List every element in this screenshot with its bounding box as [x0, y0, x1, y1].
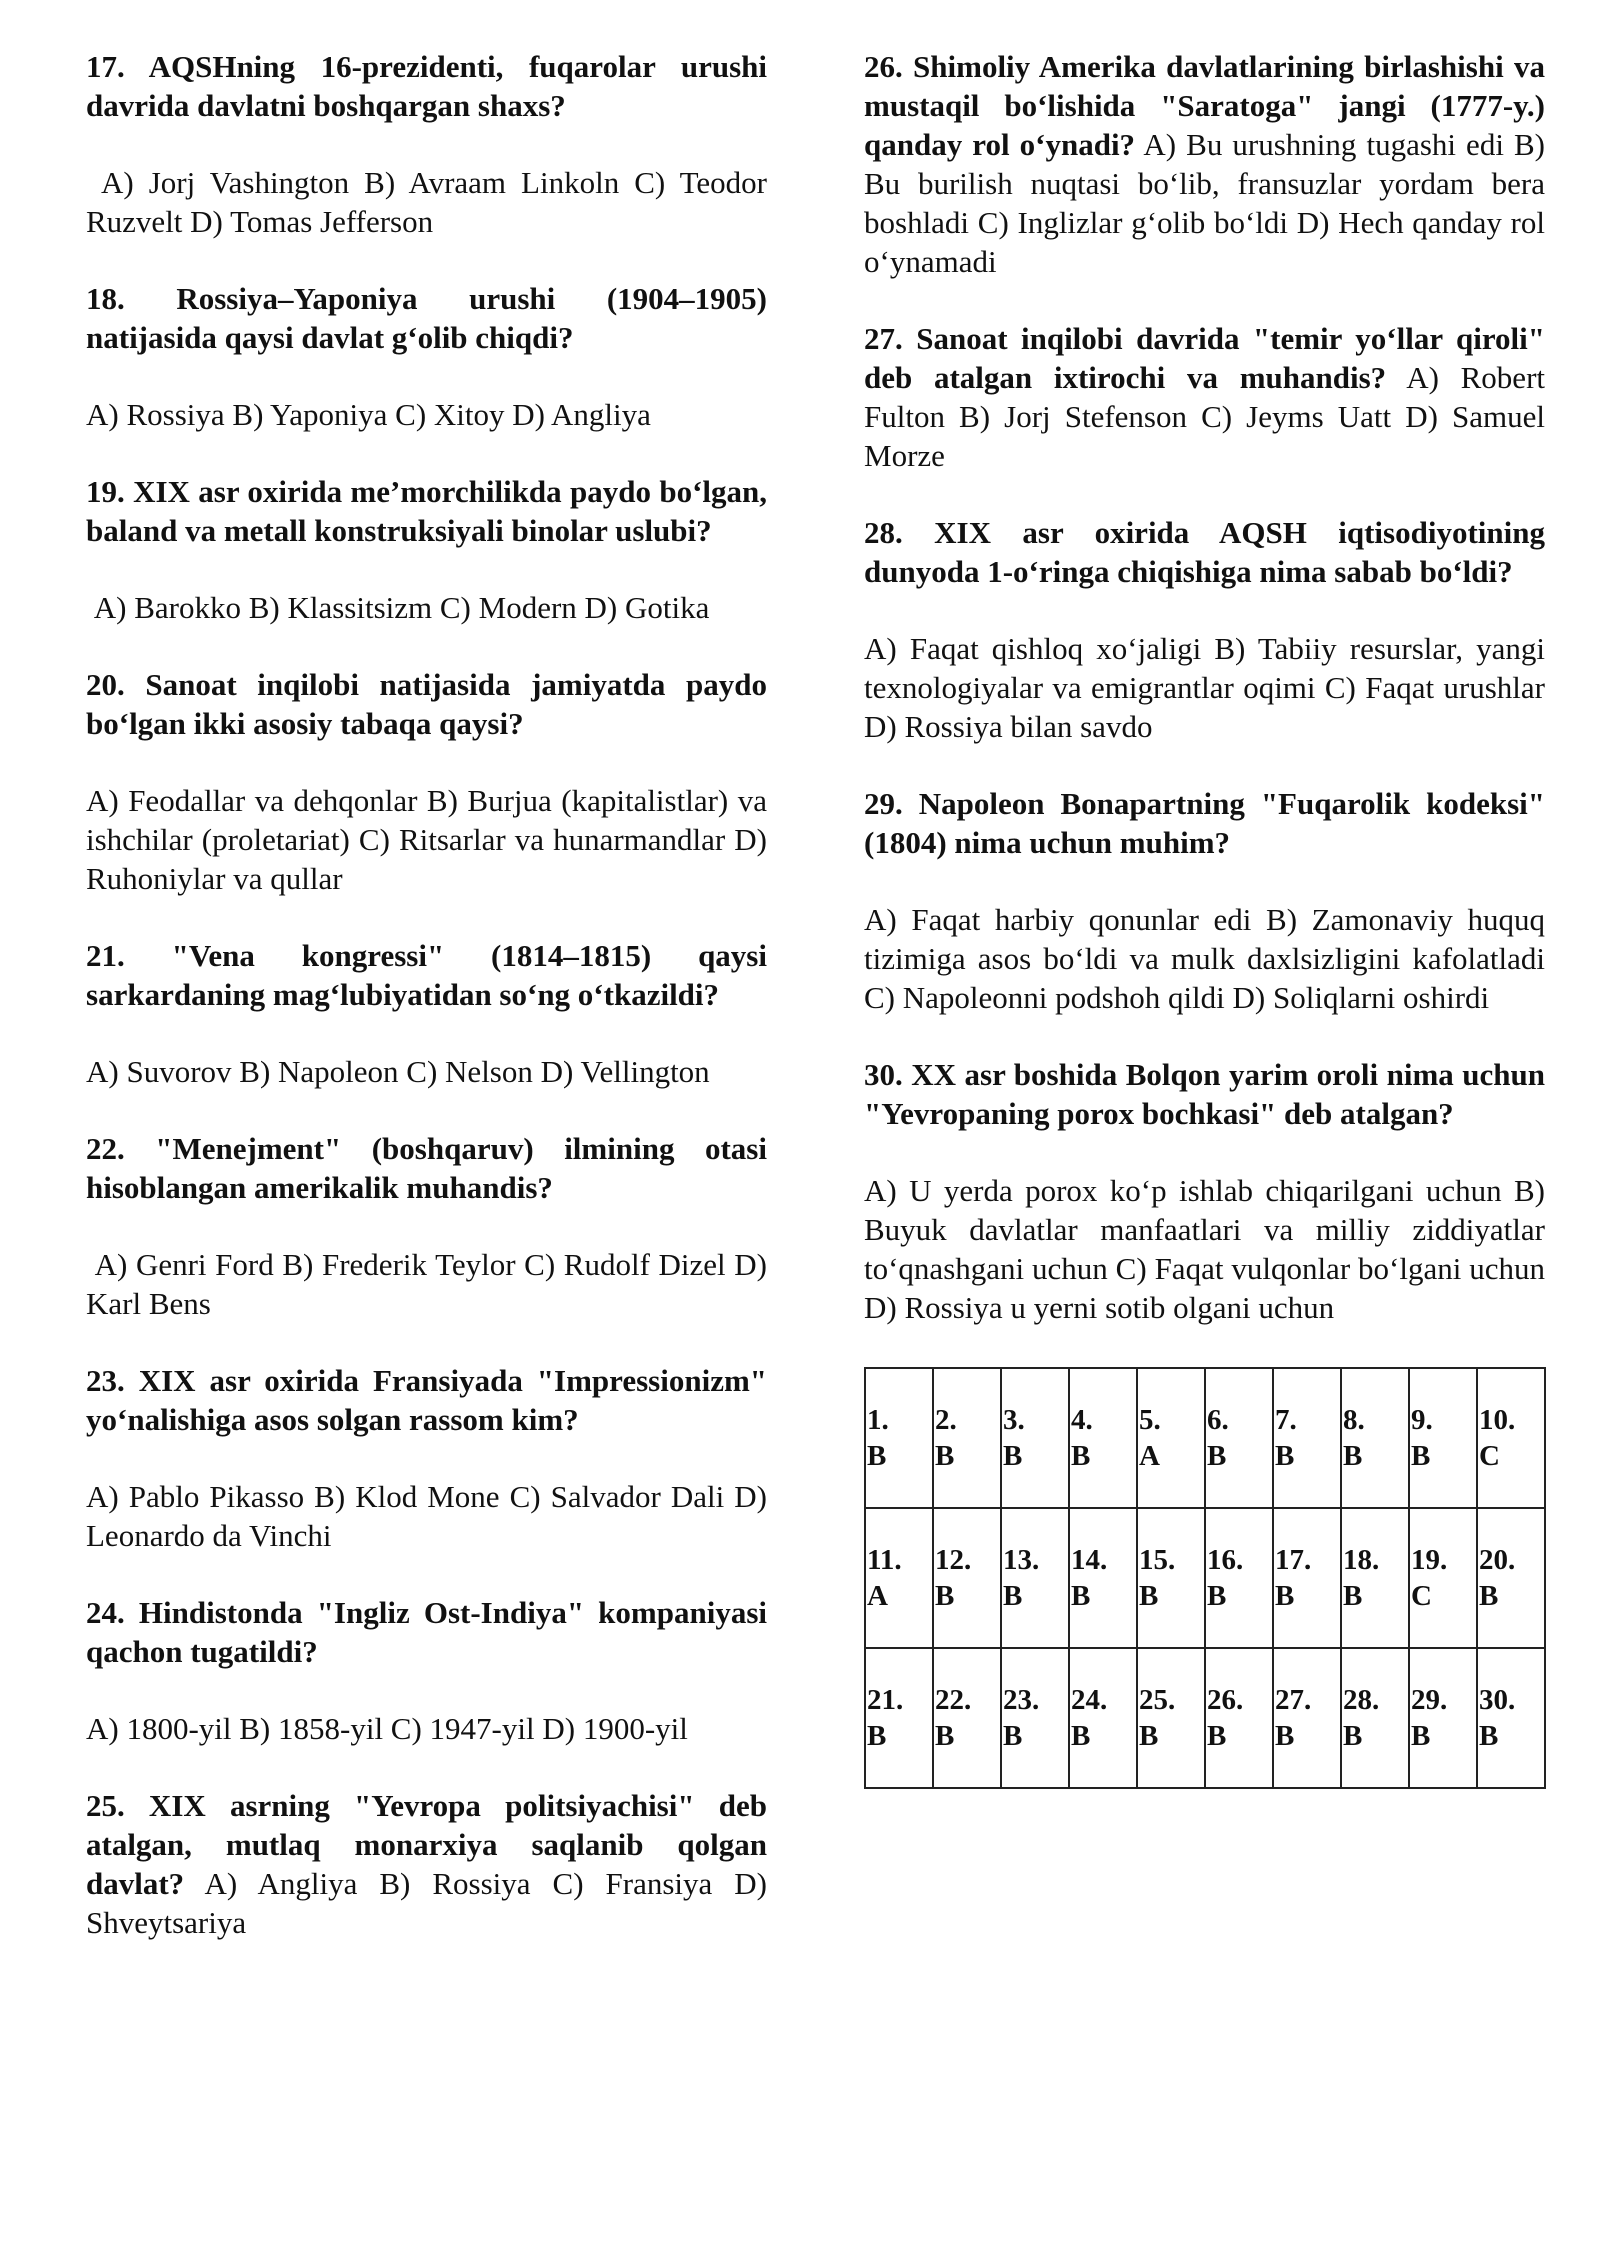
question-stem: 23. XIX asr oxirida Fransiyada "Impressionizm" yo‘nalishiga asos solgan rassom kim? [86, 1363, 767, 1437]
answer-key-row [865, 1368, 1545, 1508]
answer-key-cell [1137, 1508, 1205, 1648]
answer-key-number: 14. [1071, 1544, 1108, 1576]
question-stem: 26. Shimoliy Amerika davlatlarining birlashishi va mustaqil bo‘lishida "Saratoga" jangi (1777-y.) qanday rol o‘ynadi? [864, 49, 1545, 162]
question-stem: 29. Napoleon Bonapartning "Fuqarolik kodeksi" (1804) nima uchun muhim? [864, 786, 1545, 860]
right-column [864, 47, 1545, 1789]
answer-key-number: 6. [1207, 1404, 1229, 1436]
answer-key-cell [1069, 1648, 1137, 1788]
answer-key-cell [1341, 1648, 1409, 1788]
answer-options: A) Faqat qishloq xo‘jaligi B) Tabiiy resurslar, yangi texnologiyalar va emigrantlar oqimi C) Faqat urushlar D) Rossiya bilan savdo [864, 631, 1545, 744]
question-block [86, 279, 767, 434]
answer-key-cell [1001, 1508, 1069, 1648]
question-block [864, 319, 1545, 475]
question-block [86, 472, 767, 627]
answer-options: A) Rossiya B) Yaponiya C) Xitoy D) Angliya [86, 397, 651, 432]
answer-key-cell [1205, 1508, 1273, 1648]
answer-key-cell [1477, 1508, 1545, 1648]
answer-key-letter: B [1207, 1580, 1227, 1612]
answer-key-letter: B [1343, 1440, 1363, 1472]
answer-key-cell [1137, 1368, 1205, 1508]
answer-key-letter: B [1275, 1580, 1295, 1612]
answer-key-number: 11. [867, 1544, 902, 1576]
answer-key-cell [865, 1368, 933, 1508]
answer-key-letter: B [1139, 1720, 1159, 1752]
answer-key-cell [1205, 1368, 1273, 1508]
answer-key-number: 29. [1411, 1684, 1448, 1716]
answer-key-letter: B [1411, 1440, 1431, 1472]
question-text [864, 319, 1545, 475]
answer-options: A) Feodallar va dehqonlar B) Burjua (kapitalistlar) va ishchilar (proletariat) C) Ritsarlar va hunarmandlar D) Ruhoniylar va qullar [86, 783, 767, 896]
answer-key-number: 5. [1139, 1404, 1161, 1436]
answer-key-number: 12. [935, 1544, 972, 1576]
answer-key-cell [1409, 1648, 1477, 1788]
answer-options: A) Bu urushning tugashi edi B) Bu burilish nuqtasi bo‘lib, fransuzlar yordam bera boshladi C) Inglizlar g‘olib bo‘ldi D) Hech qanday rol o‘ynamadi [864, 127, 1545, 279]
question-block [864, 47, 1545, 281]
answer-options: A) Suvorov B) Napoleon C) Nelson D) Vellington [86, 1054, 710, 1089]
answer-options: A) 1800-yil B) 1858-yil C) 1947-yil D) 1900-yil [86, 1711, 688, 1746]
answer-options: A) Faqat harbiy qonunlar edi B) Zamonaviy huquq tizimiga asos bo‘ldi va mulk daxlsizligini kafolatladi C) Napoleonni podshoh qildi D) Soliqlarni oshirdi [864, 902, 1545, 1015]
answer-key-number: 17. [1275, 1544, 1312, 1576]
answer-key-letter: B [1411, 1720, 1431, 1752]
question-block [864, 513, 1545, 746]
answer-key-cell [1409, 1368, 1477, 1508]
answer-key-number: 24. [1071, 1684, 1108, 1716]
answer-key-cell [1001, 1648, 1069, 1788]
answer-key-cell [1273, 1508, 1341, 1648]
answer-key-letter: B [1003, 1720, 1023, 1752]
answer-key-letter: B [1343, 1580, 1363, 1612]
answer-key-letter: B [1003, 1580, 1023, 1612]
question-stem: 30. XX asr boshida Bolqon yarim oroli nima uchun "Yevropaning porox bochkasi" deb atalgan? [864, 1057, 1545, 1131]
answer-key-number: 26. [1207, 1684, 1244, 1716]
answer-key-cell [1477, 1648, 1545, 1788]
answer-key-cell [1001, 1368, 1069, 1508]
answer-key-number: 28. [1343, 1684, 1380, 1716]
answer-key-number: 8. [1343, 1404, 1365, 1436]
answer-key-cell [1069, 1368, 1137, 1508]
answer-key-number: 3. [1003, 1404, 1025, 1436]
answer-key-number: 27. [1275, 1684, 1312, 1716]
answer-key-row [865, 1648, 1545, 1788]
answer-key-letter: B [867, 1720, 887, 1752]
question-text [86, 1786, 767, 1942]
answer-key-number: 18. [1343, 1544, 1380, 1576]
answer-key-letter: B [1207, 1720, 1227, 1752]
answer-key-cell [1273, 1368, 1341, 1508]
answer-key-row [865, 1508, 1545, 1648]
question-text [864, 47, 1545, 281]
answer-key-cell [1069, 1508, 1137, 1648]
answer-key-letter: B [1343, 1720, 1363, 1752]
question-stem: 19. XIX asr oxirida me’morchilikda paydo bo‘lgan, baland va metall konstruksiyali binolar uslubi? [86, 474, 767, 548]
question-block [86, 1129, 767, 1323]
answer-key-number: 30. [1479, 1684, 1516, 1716]
answer-key-letter: B [935, 1580, 955, 1612]
answer-key-number: 25. [1139, 1684, 1176, 1716]
answer-key-number: 1. [867, 1404, 889, 1436]
answer-key-letter: B [1071, 1440, 1091, 1472]
answer-key-cell [865, 1648, 933, 1788]
question-stem: 21. "Vena kongressi" (1814–1815) qaysi sarkardaning mag‘lubiyatidan so‘ng o‘tkazildi? [86, 938, 767, 1012]
question-stem: 18. Rossiya–Yaponiya urushi (1904–1905) natijasida qaysi davlat g‘olib chiqdi? [86, 281, 767, 355]
answer-key-letter: C [1411, 1580, 1432, 1612]
answer-options: A) Angliya B) Rossiya C) Fransiya D) Shveytsariya [86, 1866, 767, 1940]
question-stem: 25. XIX asrning "Yevropa politsiyachisi" deb atalgan, mutlaq monarxiya saqlanib qolgan davlat? [86, 1788, 767, 1901]
answer-key-number: 2. [935, 1404, 957, 1436]
answer-key-letter: B [1275, 1440, 1295, 1472]
answer-options: A) Barokko B) Klassitsizm C) Modern D) Gotika [86, 590, 710, 625]
question-block [86, 1361, 767, 1555]
answer-key-cell [1273, 1648, 1341, 1788]
answer-key-number: 9. [1411, 1404, 1433, 1436]
answer-key-cell [1341, 1368, 1409, 1508]
answer-key-letter: B [1207, 1440, 1227, 1472]
answer-key-cell [1205, 1648, 1273, 1788]
question-block [86, 936, 767, 1091]
answer-key-letter: A [1139, 1440, 1160, 1472]
answer-key-number: 21. [867, 1684, 904, 1716]
right-questions [864, 47, 1545, 1327]
question-block [86, 1593, 767, 1748]
answer-key-letter: B [1275, 1720, 1295, 1752]
question-stem: 28. XIX asr oxirida AQSH iqtisodiyotining dunyoda 1-o‘ringa chiqishiga nima sabab bo‘ldi? [864, 515, 1545, 589]
answer-options: A) Pablo Pikasso B) Klod Mone C) Salvador Dali D) Leonardo da Vinchi [86, 1479, 767, 1553]
answer-key-letter: B [867, 1440, 887, 1472]
answer-key-cell [933, 1368, 1001, 1508]
answer-key-cell [933, 1648, 1001, 1788]
answer-key-number: 10. [1479, 1404, 1516, 1436]
answer-key-number: 16. [1207, 1544, 1244, 1576]
question-block [86, 665, 767, 898]
answer-key-cell [865, 1508, 933, 1648]
answer-key-number: 7. [1275, 1404, 1297, 1436]
answer-options: A) U yerda porox ko‘p ishlab chiqarilgani uchun B) Buyuk davlatlar manfaatlari va milliy ziddiyatlar to‘qnashgani uchun C) Faqat vulqonlar bo‘lgani uchun D) Rossiya u yerni sotib olgani uchun [864, 1173, 1545, 1325]
answer-key-letter: C [1479, 1440, 1500, 1472]
answer-key-cell [1137, 1648, 1205, 1788]
question-stem: 20. Sanoat inqilobi natijasida jamiyatda paydo bo‘lgan ikki asosiy tabaqa qaysi? [86, 667, 767, 741]
answer-key-cell [1409, 1508, 1477, 1648]
answer-options: A) Jorj Vashington B) Avraam Linkoln C) Teodor Ruzvelt D) Tomas Jefferson [86, 165, 767, 239]
answer-key-cell [1477, 1368, 1545, 1508]
answer-key-letter: B [1139, 1580, 1159, 1612]
question-block [864, 784, 1545, 1017]
question-block [864, 1055, 1545, 1327]
question-block [86, 47, 767, 241]
question-block [86, 1786, 767, 1942]
answer-options: A) Robert Fulton B) Jorj Stefenson C) Jeyms Uatt D) Samuel Morze [864, 360, 1546, 473]
answer-key-letter: B [935, 1720, 955, 1752]
answer-key-cell [1341, 1508, 1409, 1648]
question-stem: 22. "Menejment" (boshqaruv) ilmining otasi hisoblangan amerikalik muhandis? [86, 1131, 767, 1205]
answer-key-number: 13. [1003, 1544, 1040, 1576]
answer-key-table [864, 1367, 1546, 1789]
answer-key-letter: B [935, 1440, 955, 1472]
question-stem: 24. Hindistonda "Ingliz Ost-Indiya" kompaniyasi qachon tugatildi? [86, 1595, 767, 1669]
answer-key-letter: B [1071, 1580, 1091, 1612]
answer-key-number: 23. [1003, 1684, 1040, 1716]
answer-key-number: 20. [1479, 1544, 1516, 1576]
answer-key-letter: A [867, 1580, 888, 1612]
answer-key-cell [933, 1508, 1001, 1648]
question-stem: 27. Sanoat inqilobi davrida "temir yo‘llar qiroli" deb atalgan ixtirochi va muhandis? [864, 321, 1545, 395]
answer-key-number: 19. [1411, 1544, 1448, 1576]
answer-key-number: 15. [1139, 1544, 1176, 1576]
answer-key-letter: B [1479, 1580, 1499, 1612]
left-column [86, 47, 767, 1980]
answer-key-letter: B [1003, 1440, 1023, 1472]
answer-key-letter: B [1071, 1720, 1091, 1752]
answer-key-letter: B [1479, 1720, 1499, 1752]
answer-key-number: 22. [935, 1684, 972, 1716]
answer-key-number: 4. [1071, 1404, 1093, 1436]
answer-options: A) Genri Ford B) Frederik Teylor C) Rudolf Dizel D) Karl Bens [86, 1247, 767, 1321]
question-stem: 17. AQSHning 16-prezidenti, fuqarolar urushi davrida davlatni boshqargan shaxs? [86, 49, 767, 123]
